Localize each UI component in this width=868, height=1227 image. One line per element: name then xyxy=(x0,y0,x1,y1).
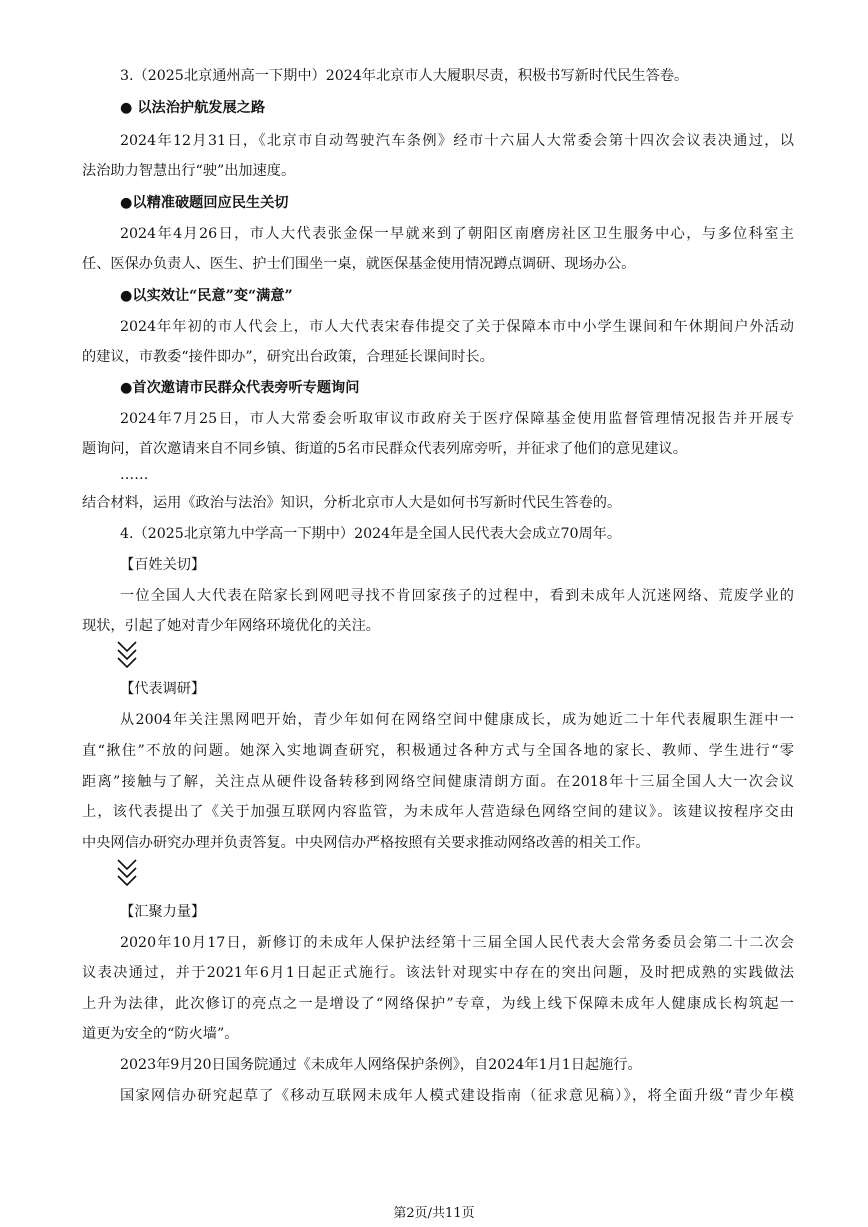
paragraph-line: 议表决通过，并于2021年6月1日起正式施行。该法针对现实中存在的突出问题，及时把成熟的实践做法 xyxy=(82,965,794,981)
paragraph-line: 2024年年初的市人代会上，市人大代表宋春伟提交了关于保障本市中小学生课间和午休期间户外活动 xyxy=(120,319,794,335)
paragraph-line: 上，该代表提出了《关于加强互联网内容监管，为未成年人营造绿色网络空间的建议》。该建议按程序交由 xyxy=(82,804,794,820)
paragraph-line: 道更为安全的“防火墙”。 xyxy=(82,1026,239,1042)
section-label-research: 【代表调研】 xyxy=(120,681,206,697)
paragraph-line: 的建议，市教委“接件即办”，研究出台政策，合理延长课间时长。 xyxy=(82,349,494,365)
paragraph-line: 2020年10月17日，新修订的未成年人保护法经第十三届全国人民代表大会常务委员会第二十二次会 xyxy=(120,935,794,951)
paragraph-line: 任、医保办负责人、医生、护士们围坐一桌，就医保基金使用情况蹲点调研、现场办公。 xyxy=(82,256,636,272)
paragraph-line: 2024年7月25日，市人大常委会听取审议市政府关于医疗保障基金使用监督管理情况报告并开展专 xyxy=(120,411,794,427)
paragraph-line: 中央网信办研究办理并负责答复。中央网信办严格按照有关要求推动网络改善的相关工作。 xyxy=(82,835,650,851)
paragraph-line: 2023年9月20日国务院通过《未成年人网络保护条例》，自2024年1月1日起施行。 xyxy=(120,1057,642,1073)
bullet-heading-2: ●以精准破题回应民生关切 xyxy=(120,195,289,211)
paragraph-line: 上升为法律，此次修订的亮点之一是增设了“网络保护”专章，为线上线下保障未成年人健康成长构筑起一 xyxy=(82,996,794,1012)
section-label-concern: 【百姓关切】 xyxy=(120,557,206,573)
paragraph-line: 现状，引起了她对青少年网络环境优化的关注。 xyxy=(82,618,380,634)
question-3-stem: 3.（2025北京通州高一下期中）2024年北京市人大履职尽责，积极书写新时代民生答卷。 xyxy=(120,68,689,84)
question-4-stem: 4.（2025北京第九中学高一下期中）2024年是全国人民代表大会成立70周年。 xyxy=(120,526,622,542)
page-number-footer: 第2页/共11页 xyxy=(393,1206,475,1221)
paragraph-line: 一位全国人大代表在陪家长到网吧寻找不肯回家孩子的过程中，看到未成年人沉迷网络、荒废学业的 xyxy=(120,588,794,604)
paragraph-line: 距离”接触与了解，关注点从硬件设备转移到网络空间健康清朗方面。在2018年十三届全国人大一次会议 xyxy=(82,774,794,790)
paragraph-line: 法治助力智慧出行“驶”出加速度。 xyxy=(82,163,296,179)
bullet-heading-3: ●以实效让“民意”变“满意” xyxy=(120,288,293,304)
bullet-heading-1: ● 以法治护航发展之路 xyxy=(120,100,266,116)
double-chevron-down-icon xyxy=(116,640,138,672)
bullet-heading-4: ●首次邀请市民群众代表旁听专题询问 xyxy=(120,380,360,396)
ellipsis: …… xyxy=(120,467,149,483)
paragraph-line: 2024年12月31日，《北京市自动驾驶汽车条例》经市十六届人大常委会第十四次会议表决通过，以 xyxy=(120,133,794,149)
paragraph-line: 国家网信办研究起草了《移动互联网未成年人模式建设指南（征求意见稿）》，将全面升级“青少年模 xyxy=(120,1088,794,1104)
double-chevron-down-icon xyxy=(116,858,138,890)
paragraph-line: 2024年4月26日，市人大代表张金保一早就来到了朝阳区南磨房社区卫生服务中心，与多位科室主 xyxy=(120,226,794,242)
section-label-forces: 【汇聚力量】 xyxy=(120,904,206,920)
paragraph-line: 题询问，首次邀请来自不同乡镇、街道的5名市民群众代表列席旁听，并征求了他们的意见建议。 xyxy=(82,441,687,457)
paragraph-line: 从2004年关注黑网吧开始，青少年如何在网络空间中健康成长，成为她近二十年代表履职生涯中一 xyxy=(120,712,794,728)
paragraph-line: 直“揪住”不放的问题。她深入实地调查研究，积极通过各种方式与全国各地的家长、教师、学生进行“零 xyxy=(82,743,794,759)
question-3-prompt: 结合材料，运用《政治与法治》知识，分析北京市人大是如何书写新时代民生答卷的。 xyxy=(82,495,622,511)
